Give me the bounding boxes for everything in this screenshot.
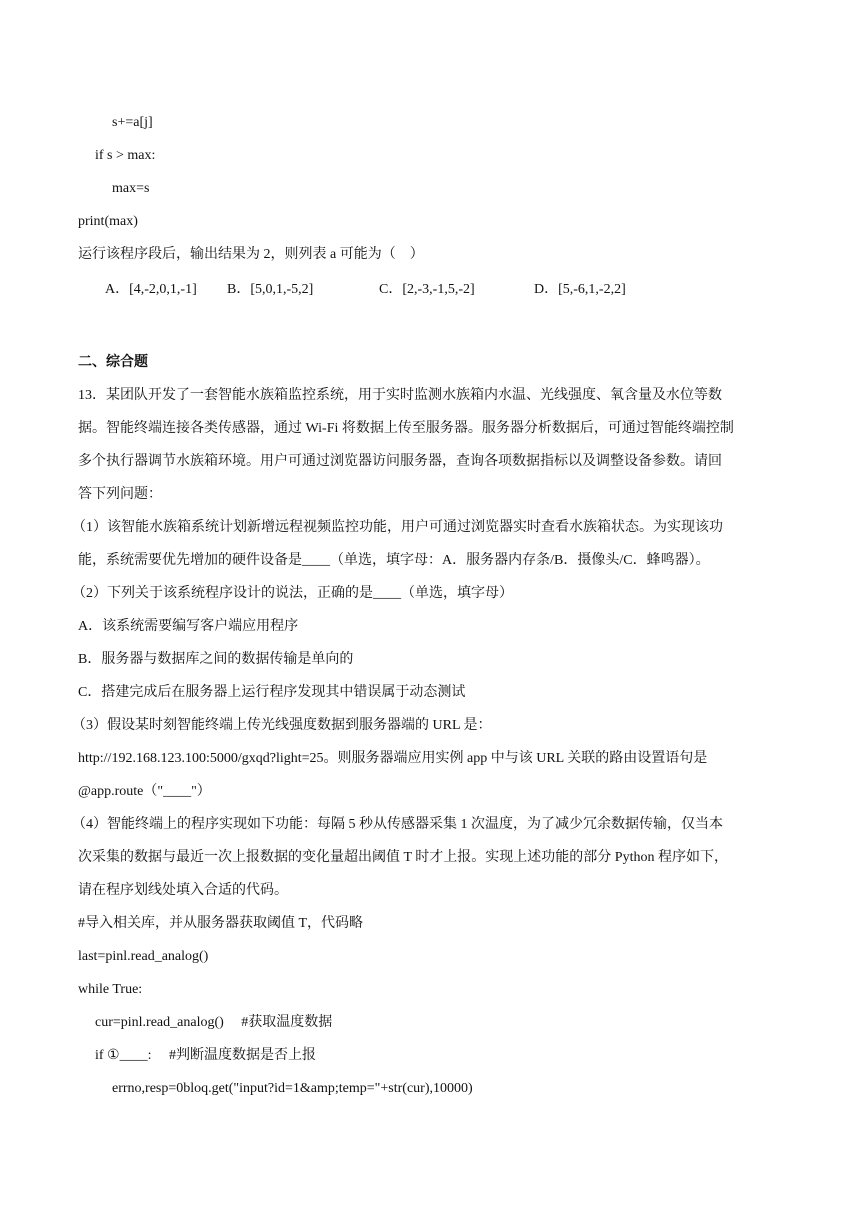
code-line-accumulate: s+=a[j]	[112, 115, 153, 130]
sub-question-1-line-1: （1）该智能水族箱系统计划新增远程视频监控功能，用户可通过浏览器实时查看水族箱状态。为实现该功	[72, 520, 723, 535]
code-line-while: while True:	[78, 982, 143, 997]
option-d: D．[5,-6,1,-2,2]	[534, 282, 626, 297]
sub-question-3-url-line: http://192.168.123.100:5000/gxqd?light=25。则服务器端应用实例 app 中与该 URL 关联的路由设置语句是	[78, 751, 708, 766]
code-line-if-max: if s > max:	[95, 148, 156, 163]
code-line-last: last=pinl.read_analog()	[78, 949, 209, 964]
sub-question-2-option-c: C．搭建完成后在服务器上运行程序发现其中错误属于动态测试	[78, 685, 466, 700]
code-comment-import: #导入相关库，并从服务器获取阈值 T，代码略	[78, 916, 364, 931]
sub-question-2: （2）下列关于该系统程序设计的说法，正确的是____（单选，填字母）	[72, 586, 513, 601]
sub-question-4-line-3: 请在程序划线处填入合适的代码。	[78, 883, 288, 898]
sub-question-3-line-1: （3）假设某时刻智能终端上传光线强度数据到服务器端的 URL 是：	[72, 718, 492, 733]
option-a: A．[4,-2,0,1,-1]	[105, 282, 197, 297]
q13-paragraph-line-2: 据。智能终端连接各类传感器，通过 Wi-Fi 将数据上传至服务器。服务器分析数据后，可通过智能终端控制	[78, 421, 734, 436]
sub-question-4-line-2: 次采集的数据与最近一次上报数据的变化量超出阈值 T 时才上报。实现上述功能的部分 Python 程序如下，	[78, 850, 728, 865]
sub-question-2-option-a: A．该系统需要编写客户端应用程序	[78, 619, 299, 634]
code-line-assign-max: max=s	[112, 181, 150, 196]
q13-paragraph-line-1: 13．某团队开发了一套智能水族箱监控系统，用于实时监测水族箱内水温、光线强度、氧含量及水位等数	[78, 388, 722, 403]
sub-question-2-option-b: B．服务器与数据库之间的数据传输是单向的	[78, 652, 354, 667]
option-b: B．[5,0,1,-5,2]	[227, 282, 314, 297]
sub-question-4-line-1: （4）智能终端上的程序实现如下功能：每隔 5 秒从传感器采集 1 次温度，为了减少冗余数据传输，仅当本	[72, 817, 723, 832]
code-line-errno: errno,resp=0bloq.get("input?id=1&amp;temp="+str(cur),10000)	[112, 1081, 473, 1096]
sub-question-1-line-2: 能，系统需要优先增加的硬件设备是____（单选，填字母：A．服务器内存条/B．摄像头/C．蜂鸣器）。	[78, 553, 710, 568]
question-12-stem: 运行该程序段后，输出结果为 2，则列表 a 可能为（ ）	[78, 247, 424, 262]
sub-question-3-route-line: @app.route（"____"）	[78, 784, 211, 799]
code-line-print: print(max)	[78, 214, 138, 229]
question-12-options	[105, 280, 626, 300]
code-line-cur: cur=pinl.read_analog() #获取温度数据	[95, 1015, 333, 1030]
section-title: 二、综合题	[78, 355, 148, 370]
q13-paragraph-line-4: 答下列问题：	[78, 487, 162, 502]
code-line-if-blank: if ①____: #判断温度数据是否上报	[95, 1048, 316, 1063]
option-c: C．[2,-3,-1,5,-2]	[379, 282, 475, 297]
q13-paragraph-line-3: 多个执行器调节水族箱环境。用户可通过浏览器访问服务器，查询各项数据指标以及调整设备参数。请回	[78, 454, 722, 469]
